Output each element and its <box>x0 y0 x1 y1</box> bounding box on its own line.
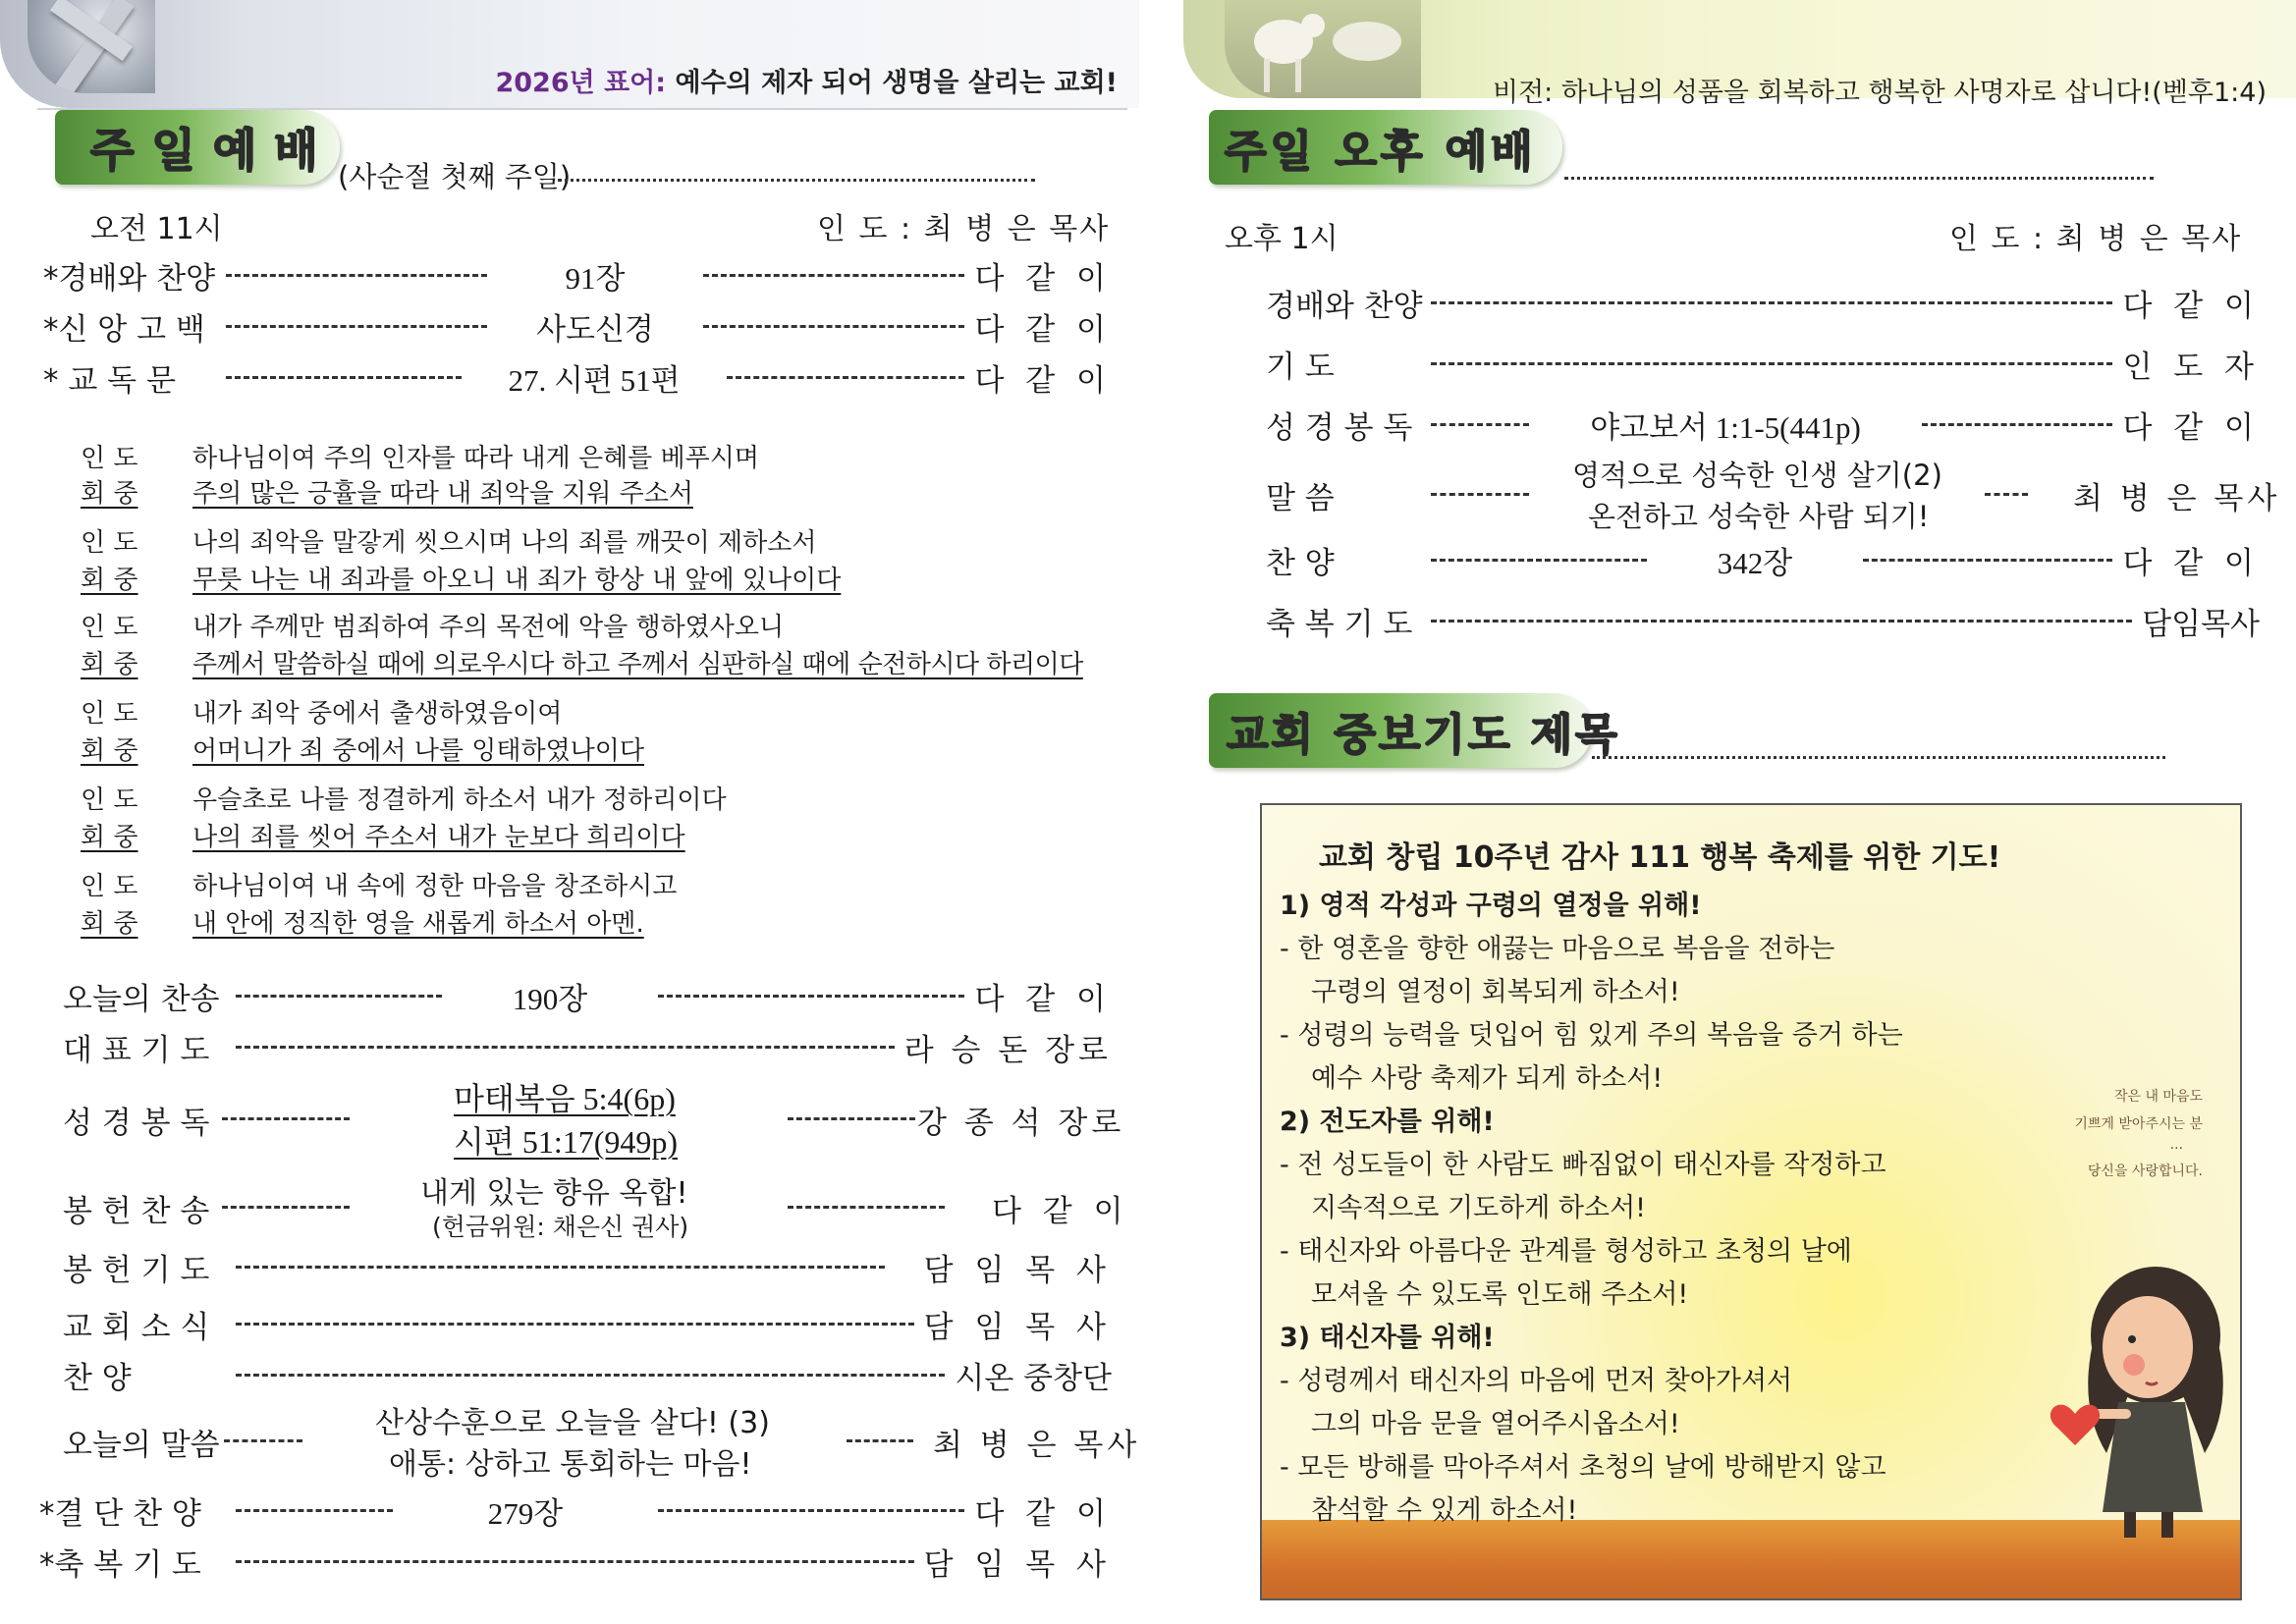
order-performer: 다 같 이 <box>2122 288 2260 324</box>
order-label: 대 표 기 도 <box>63 1032 210 1068</box>
order-label: 봉 헌 찬 송 <box>63 1194 210 1229</box>
order-label: * 교 독 문 <box>43 362 176 399</box>
order-item <box>63 1355 1112 1394</box>
order-item <box>43 357 1112 397</box>
people-line: 주의 많은 긍휼을 따라 내 죄악을 지워 주소서 <box>192 479 693 509</box>
order-item <box>1266 344 2260 383</box>
order-item <box>63 1304 1112 1343</box>
order-label: 찬 양 <box>1266 545 1335 581</box>
prayer-line: 3) 태신자를 위해! <box>1280 1323 1495 1353</box>
order-detail: 190장 <box>512 981 588 1016</box>
order-detail: 야고보서 1:1-5(441p) <box>1590 409 1861 445</box>
cross-image <box>27 0 155 93</box>
order-item <box>43 306 1112 346</box>
right-page <box>1148 0 2296 1624</box>
sermon-title: 산상수훈으로 오늘을 살다! (3) <box>375 1406 770 1440</box>
order-performer: 최 병 은 목사 <box>933 1428 1141 1463</box>
order-detail: 27. 시편 51편 <box>508 362 681 398</box>
prayer-card <box>1260 803 2242 1600</box>
art-caption-line: ... <box>2169 1137 2183 1153</box>
prayer-line: 구령의 열정이 회복되게 하소서! <box>1311 977 1680 1007</box>
order-performer: 담 임 목 사 <box>923 1252 1112 1288</box>
leader-line: 우슬초로 나를 정결하게 하소서 내가 정하리이다 <box>192 785 727 815</box>
order-item <box>39 1490 1112 1530</box>
order-detail: 91장 <box>565 260 626 296</box>
order-label: 말 씀 <box>1266 481 1335 516</box>
motto-text: 예수의 제자 되어 생명을 살리는 교회! <box>666 68 1118 98</box>
order-item <box>1266 405 2260 444</box>
order-label: 봉 헌 기 도 <box>63 1252 210 1288</box>
prayer-section-title: 교회 중보기도 제목 <box>1227 710 1620 760</box>
order-label: *축 복 기 도 <box>39 1546 201 1583</box>
order-label: 찬 양 <box>63 1360 132 1396</box>
girl-illustration <box>2038 1267 2234 1542</box>
service-time: 오후 1시 <box>1225 222 1339 256</box>
people-line: 무릇 나는 내 죄과를 아오니 내 죄가 항상 내 앞에 있나이다 <box>192 566 842 595</box>
order-label: 오늘의 찬송 <box>63 981 220 1017</box>
leader-tag: 인 도 <box>81 872 138 901</box>
order-performer: 최 병 은 목사 <box>2073 481 2281 516</box>
section-subtitle: (사순절 첫째 주일) <box>338 160 572 193</box>
prayer-line: - 성령께서 태신자의 마음에 먼저 찾아가셔서 <box>1280 1366 1793 1396</box>
sermon-subtitle: 온전하고 성숙한 사람 되기! <box>1588 500 1930 533</box>
service-time: 오전 11시 <box>90 212 223 246</box>
section-title: 주일예배 <box>90 124 336 177</box>
art-caption-line: 작은 내 마음도 <box>2113 1089 2203 1105</box>
order-performer: 담 임 목 사 <box>923 1546 1112 1583</box>
service-leader: 인 도 : 최 병 은 목사 <box>817 212 1111 246</box>
prayer-line: - 성령의 능력을 덧입어 힘 있게 주의 복음을 증거 하는 <box>1280 1020 1903 1051</box>
leader-line: 하나님이여 내 속에 정한 마음을 창조하시고 <box>192 872 678 901</box>
order-performer: 다 같 이 <box>2122 409 2260 446</box>
order-label: 성 경 봉 독 <box>63 1106 210 1141</box>
people-tag: 회 중 <box>81 909 138 939</box>
leader-tag: 인 도 <box>81 699 138 729</box>
order-performer: 다 같 이 <box>974 311 1112 348</box>
title-dotted-line <box>1564 177 2154 180</box>
prayer-line: 그의 마음 문을 열어주시옵소서! <box>1311 1409 1680 1439</box>
order-performer: 다 같 이 <box>974 362 1112 399</box>
scripture-2: 시편 51:17(949p) <box>454 1124 679 1160</box>
prayer-line: 참석할 수 있게 하소서! <box>1311 1495 1578 1526</box>
order-performer: 다 같 이 <box>974 1495 1112 1532</box>
service-leader: 인 도 : 최 병 은 목사 <box>1949 222 2243 256</box>
order-item <box>1266 540 2260 579</box>
prayer-line: 지속적으로 기도하게 하소서! <box>1311 1193 1646 1223</box>
order-performer: 다 같 이 <box>974 981 1112 1017</box>
art-caption-line: 기쁘게 받아주시는 분 <box>2074 1116 2203 1132</box>
order-performer: 라 승 돈 장로 <box>903 1032 1112 1068</box>
order-item <box>63 1247 1112 1286</box>
art-caption-line: 당신을 사랑합니다. <box>2087 1164 2203 1179</box>
lamb-image <box>1225 0 1421 98</box>
order-item <box>39 1542 1112 1581</box>
order-label: 기 도 <box>1266 349 1335 385</box>
people-line: 내 안에 정직한 영을 새롭게 하소서 아멘. <box>192 909 644 939</box>
order-performer: 담임목사 <box>2142 606 2260 642</box>
order-label: 교 회 소 식 <box>63 1309 210 1345</box>
order-performer: 강 종 석 장로 <box>917 1106 1125 1141</box>
leader-line: 내가 죄악 중에서 출생하였음이여 <box>192 699 563 729</box>
prayer-line: 예수 사랑 축제가 되게 하소서! <box>1311 1063 1664 1094</box>
prayer-line: - 모든 방해를 막아주셔서 초청의 날에 방해받지 않고 <box>1280 1452 1886 1483</box>
people-line: 어머니가 죄 중에서 나를 잉태하였나이다 <box>192 736 645 766</box>
prayer-line: - 한 영혼을 향한 애끓는 마음으로 복음을 전하는 <box>1280 934 1835 964</box>
prayer-line: 모셔올 수 있도록 인도해 주소서! <box>1311 1279 1689 1310</box>
scripture-1: 마태복음 5:4(6p) <box>454 1081 676 1116</box>
people-line: 나의 죄를 씻어 주소서 내가 눈보다 희리이다 <box>192 823 685 852</box>
order-label: *경배와 찬양 <box>43 260 216 297</box>
order-label: 축 복 기 도 <box>1266 606 1413 642</box>
prayer-line: 1) 영적 각성과 구령의 열정을 위해! <box>1280 891 1702 921</box>
order-performer: 인 도 자 <box>2122 349 2260 385</box>
prayer-title: 교회 창립 10주년 감사 111 행복 축제를 위한 기도! <box>1319 840 2001 875</box>
order-label: *결 단 찬 양 <box>39 1495 201 1532</box>
order-detail: 사도신경 <box>536 311 654 348</box>
order-detail: 279장 <box>487 1495 564 1531</box>
people-tag: 회 중 <box>81 823 138 852</box>
order-label: 오늘의 말씀 <box>63 1428 220 1463</box>
order-item <box>63 1027 1112 1066</box>
order-item <box>1266 601 2260 640</box>
offering-committee: (헌금위원: 채은신 권사) <box>432 1213 689 1241</box>
offertory-song: 내게 있는 향유 옥합! <box>420 1176 688 1211</box>
order-label: 경배와 찬양 <box>1266 288 1423 324</box>
order-label: 성 경 봉 독 <box>1266 409 1413 446</box>
leader-tag: 인 도 <box>81 785 138 815</box>
header-banner <box>0 0 1139 108</box>
church-vision: 비전: 하나님의 성품을 회복하고 행복한 사명자로 삽니다!(벧후1:4) <box>1493 78 2267 108</box>
order-label: *신 앙 고 백 <box>43 311 205 348</box>
sermon-title: 영적으로 성숙한 인생 살기(2) <box>1572 459 1942 492</box>
motto-label: 2026년 표어: <box>495 68 667 98</box>
people-tag: 회 중 <box>81 566 138 595</box>
leader-tag: 인 도 <box>81 613 138 642</box>
title-dotted-line <box>558 179 1035 182</box>
order-performer: 다 같 이 <box>992 1194 1129 1229</box>
order-performer: 담 임 목 사 <box>923 1309 1112 1345</box>
people-line: 주께서 말씀하실 때에 의로우시다 하고 주께서 심판하실 때에 순전하시다 하리이다 <box>192 650 1083 679</box>
leader-line: 내가 주께만 범죄하여 주의 목전에 악을 행하였사오니 <box>192 613 785 642</box>
order-item <box>63 976 1112 1015</box>
order-performer: 시온 중창단 <box>955 1360 1112 1396</box>
leader-line: 나의 죄악을 말갛게 씻으시며 나의 죄를 깨끗이 제하소서 <box>192 528 817 558</box>
prayer-line: - 태신자와 아름다운 관계를 형성하고 초청의 날에 <box>1280 1236 1852 1267</box>
sermon-subtitle: 애통: 상하고 통회하는 마음! <box>389 1447 752 1482</box>
order-performer: 다 같 이 <box>2122 545 2260 581</box>
order-item <box>1266 283 2260 322</box>
title-dotted-line <box>1592 756 2165 759</box>
section-title: 주일 오후 예배 <box>1225 127 1537 177</box>
order-performer: 다 같 이 <box>974 260 1112 297</box>
leader-line: 하나님이여 주의 인자를 따라 내게 은혜를 베푸시며 <box>192 444 760 473</box>
people-tag: 회 중 <box>81 736 138 766</box>
people-tag: 회 중 <box>81 650 138 679</box>
leader-tag: 인 도 <box>81 444 138 473</box>
church-motto <box>495 61 1118 99</box>
order-item <box>43 255 1112 295</box>
people-tag: 회 중 <box>81 479 138 509</box>
prayer-line: - 전 성도들이 한 사람도 빠짐없이 태신자를 작정하고 <box>1280 1150 1886 1180</box>
order-detail: 342장 <box>1717 545 1793 580</box>
leader-tag: 인 도 <box>81 528 138 558</box>
prayer-line: 2) 전도자를 위해! <box>1280 1107 1495 1137</box>
